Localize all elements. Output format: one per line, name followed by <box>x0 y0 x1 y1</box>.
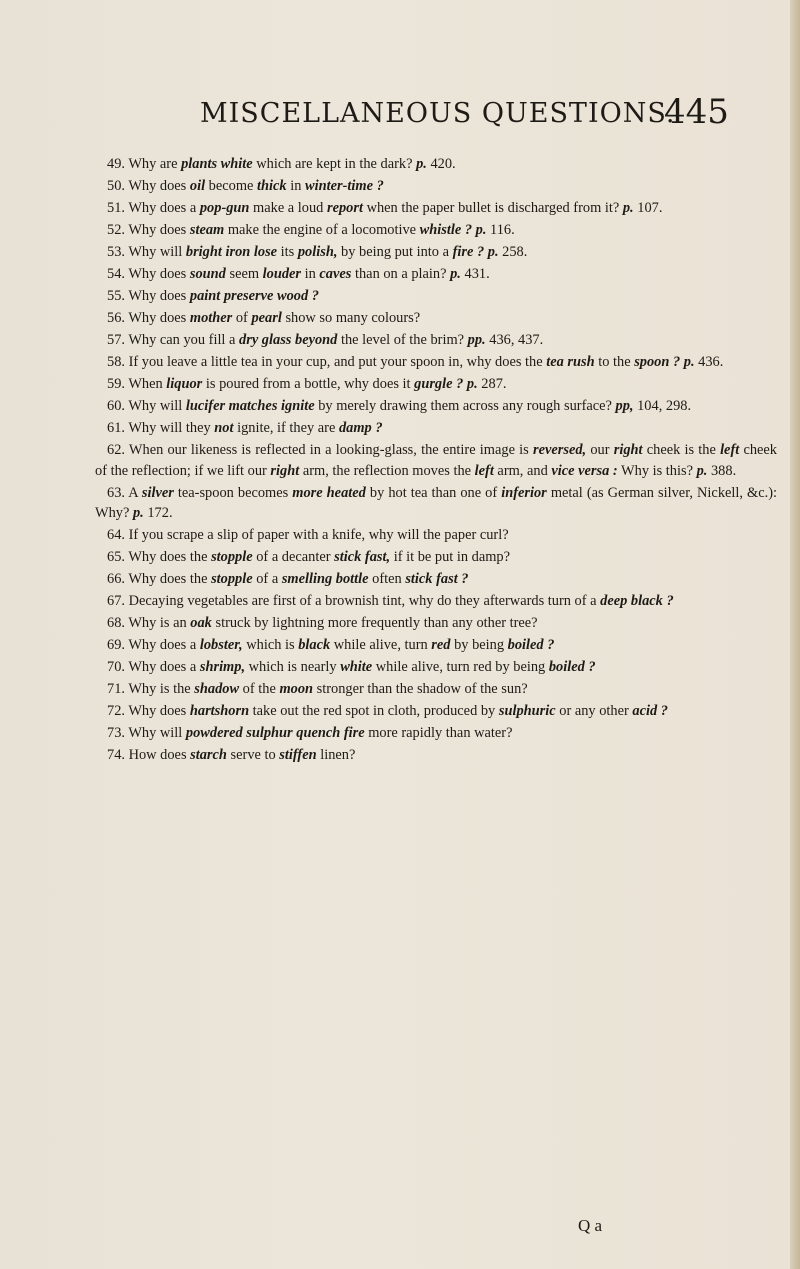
question-emphasis: p. <box>132 505 144 522</box>
question-text: 436. <box>694 354 724 370</box>
question-text: 420. <box>426 156 456 172</box>
question-text: 66. Why does the <box>107 571 212 588</box>
question-text: 51. Why does a <box>107 200 200 216</box>
question-emphasis: pearl <box>251 310 282 326</box>
question-emphasis: report <box>326 200 363 216</box>
question-item <box>95 330 777 351</box>
page-title: MISCELLANEOUS QUESTIONS. <box>200 98 676 129</box>
question-text: cheek of the reflection; if we lift our <box>95 442 778 479</box>
question-emphasis: smelling bottle <box>281 571 369 588</box>
question-text: which is nearly <box>245 659 341 676</box>
question-text: 64. If you scrape a slip of paper with a knife, why will the paper curl? <box>107 527 509 544</box>
question-item <box>95 569 777 590</box>
question-item <box>95 198 777 219</box>
question-text: arm, and <box>493 462 552 479</box>
question-emphasis: stiffen <box>279 747 317 764</box>
question-item <box>95 308 777 329</box>
question-emphasis: plants white <box>181 156 253 172</box>
question-text: 68. Why is an <box>107 615 191 632</box>
question-text: 431. <box>460 266 490 282</box>
question-item <box>95 418 777 439</box>
question-text: 107. <box>633 200 663 216</box>
question-emphasis: damp ? <box>338 420 383 436</box>
question-text: our <box>586 442 614 458</box>
question-emphasis: silver <box>141 484 174 501</box>
question-item <box>95 220 777 241</box>
question-text: 436, 437. <box>485 332 544 348</box>
question-emphasis: whistle ? p. <box>419 222 487 238</box>
question-emphasis: tea rush <box>546 354 595 370</box>
question-text: in <box>286 178 306 194</box>
question-emphasis: inferior <box>501 484 547 501</box>
question-text: cheek is the <box>642 442 721 458</box>
question-emphasis: left <box>474 462 494 479</box>
question-text: its <box>277 244 298 260</box>
question-item <box>95 591 777 612</box>
question-emphasis: right <box>270 462 300 479</box>
question-emphasis: p. <box>696 462 708 479</box>
question-emphasis: oil <box>189 178 206 194</box>
question-emphasis: stick fast ? <box>405 571 469 588</box>
question-text: often <box>368 571 406 588</box>
question-emphasis: p. <box>416 156 427 172</box>
question-emphasis: lobster, <box>199 637 243 654</box>
question-emphasis: pp. <box>467 332 486 348</box>
question-emphasis: starch <box>190 747 227 764</box>
question-text: tea-spoon becomes <box>173 484 293 501</box>
question-list <box>95 154 777 767</box>
question-emphasis: polish, <box>297 244 338 260</box>
question-text: stronger than the shadow of the sun? <box>313 681 528 698</box>
question-text: 71. Why is the <box>107 681 195 698</box>
question-item <box>95 613 777 634</box>
question-text: 74. How does <box>107 747 191 764</box>
question-text: ignite, if they are <box>233 420 339 436</box>
question-item <box>95 679 777 700</box>
question-emphasis: pp, <box>615 398 634 414</box>
question-item <box>95 745 777 766</box>
running-header <box>0 92 800 134</box>
question-emphasis: white <box>340 659 373 676</box>
question-text: 57. Why can you fill a <box>107 332 240 348</box>
question-text: 61. Why will they <box>107 420 215 436</box>
question-text: 49. Why are <box>107 156 182 172</box>
question-text: than on a plain? <box>351 266 451 282</box>
question-item <box>95 657 777 678</box>
question-emphasis: red <box>431 637 451 654</box>
question-text: 65. Why does the <box>107 549 212 566</box>
question-item <box>95 242 777 263</box>
question-emphasis: shrimp, <box>199 659 246 676</box>
question-text: make a loud <box>249 200 327 216</box>
question-emphasis: mother <box>189 310 233 326</box>
question-emphasis: reversed, <box>532 442 587 458</box>
question-text: 52. Why does <box>107 222 190 238</box>
question-item <box>95 701 777 722</box>
question-text: seem <box>225 266 263 282</box>
question-emphasis: pop-gun <box>199 200 250 216</box>
question-item <box>95 286 777 307</box>
question-emphasis: boiled ? <box>548 659 596 676</box>
question-item <box>95 525 777 546</box>
question-item <box>95 154 777 175</box>
question-text: when the paper bullet is discharged from it? <box>362 200 623 216</box>
question-text: 258. <box>498 244 528 260</box>
question-text: 104, 298. <box>633 398 692 414</box>
question-text: to the <box>594 354 635 370</box>
question-text: if it be put in damp? <box>390 549 511 566</box>
question-text: 67. Decaying vegetables are first of a brownish tint, why do they afterwards turn of a <box>107 593 601 610</box>
question-text: 53. Why will <box>107 244 186 260</box>
question-emphasis: winter-time ? <box>305 178 384 194</box>
question-text: by merely drawing them across any rough surface? <box>314 398 616 414</box>
question-emphasis: caves <box>319 266 352 282</box>
question-text: 54. Why does <box>107 266 190 282</box>
question-emphasis: fire ? p. <box>452 244 499 260</box>
question-text: arm, the reflection moves the <box>299 462 475 479</box>
question-emphasis: lucifer matches ignite <box>185 398 315 414</box>
question-emphasis: shadow <box>194 681 240 698</box>
signature-mark: Q a <box>578 1216 603 1235</box>
question-emphasis: vice versa : <box>551 462 618 479</box>
question-text: 56. Why does <box>107 310 190 326</box>
question-text: struck by lightning more frequently than any other tree? <box>211 615 538 632</box>
question-text: 116. <box>486 222 515 238</box>
question-text: serve to <box>226 747 280 764</box>
question-text: 73. Why will <box>107 725 186 742</box>
question-emphasis: gurgle ? p. <box>414 376 478 392</box>
question-emphasis: stopple <box>211 549 253 566</box>
question-emphasis: p. <box>450 266 461 282</box>
question-emphasis: thick <box>257 178 287 194</box>
question-text: of a <box>252 571 282 588</box>
question-text: 69. Why does a <box>107 637 200 654</box>
question-emphasis: p. <box>622 200 634 216</box>
question-text: 63. A <box>107 484 142 501</box>
question-text: linen? <box>316 747 356 764</box>
question-emphasis: louder <box>262 266 302 282</box>
question-emphasis: deep black ? <box>600 593 674 610</box>
question-emphasis: left <box>720 442 740 458</box>
question-text: more rapidly than water? <box>364 725 513 742</box>
question-text: the level of the brim? <box>337 332 468 348</box>
question-text: by being <box>450 637 508 654</box>
question-text: of a decanter <box>252 549 335 566</box>
question-emphasis: stopple <box>211 571 253 588</box>
question-emphasis: more heated <box>292 484 366 501</box>
question-emphasis: sulphuric <box>498 703 556 720</box>
question-item <box>95 723 777 744</box>
question-text: 388. <box>707 462 737 479</box>
question-text: show so many colours? <box>281 310 421 326</box>
question-item <box>95 374 777 395</box>
question-text: 60. Why will <box>107 398 186 414</box>
question-emphasis: powdered sulphur quench fire <box>185 725 365 742</box>
question-text: of <box>232 310 252 326</box>
question-text: 287. <box>477 376 507 392</box>
question-item <box>95 176 777 197</box>
question-text: 59. When <box>107 376 167 392</box>
question-emphasis: liquor <box>166 376 203 392</box>
question-text: take out the red spot in cloth, produced by <box>249 703 499 720</box>
question-text: 62. When our likeness is reflected in a looking-glass, the entire image is <box>107 442 533 458</box>
question-text: metal (as German silver, Nickell, &c.): Why? <box>95 484 777 522</box>
question-emphasis: not <box>214 420 234 436</box>
question-item <box>95 440 777 481</box>
page-edge <box>790 0 800 1269</box>
page-number: 445 <box>664 92 729 132</box>
question-text: while alive, turn red by being <box>372 659 549 676</box>
question-emphasis: hartshorn <box>189 703 250 720</box>
question-text: 58. If you leave a little tea in your cup, and put your spoon in, why does the <box>107 354 547 370</box>
question-item <box>95 264 777 285</box>
question-emphasis: right <box>613 442 643 458</box>
question-item <box>95 635 777 656</box>
question-text: 172. <box>143 505 173 522</box>
question-item <box>95 483 777 524</box>
question-text: or any other <box>555 703 633 720</box>
question-emphasis: sound <box>189 266 226 282</box>
question-text: make the engine of a locomotive <box>224 222 420 238</box>
question-text: Why is this? <box>617 462 697 479</box>
question-emphasis: acid ? <box>632 703 668 720</box>
question-text: while alive, turn <box>330 637 432 654</box>
question-emphasis: paint preserve wood ? <box>189 288 319 304</box>
question-text: 72. Why does <box>107 703 190 720</box>
question-text: become <box>205 178 258 194</box>
question-text: in <box>301 266 320 282</box>
question-text: which is <box>242 637 299 654</box>
question-emphasis: oak <box>190 615 212 632</box>
question-text: by being put into a <box>337 244 453 260</box>
question-item <box>95 547 777 568</box>
question-emphasis: stick fast, <box>334 549 391 566</box>
question-text: by hot tea than one of <box>365 484 502 501</box>
question-emphasis: black <box>298 637 331 654</box>
question-emphasis: moon <box>279 681 314 698</box>
question-text: 70. Why does a <box>107 659 200 676</box>
question-emphasis: steam <box>189 222 225 238</box>
question-item <box>95 396 777 417</box>
question-text: is poured from a bottle, why does it <box>202 376 415 392</box>
question-emphasis: dry glass beyond <box>239 332 338 348</box>
question-emphasis: spoon ? p. <box>634 354 695 370</box>
question-text: 55. Why does <box>107 288 190 304</box>
question-emphasis: boiled ? <box>507 637 555 654</box>
question-item <box>95 352 777 373</box>
question-emphasis: bright iron lose <box>185 244 278 260</box>
question-text: 50. Why does <box>107 178 190 194</box>
question-text: which are kept in the dark? <box>252 156 417 172</box>
question-text: of the <box>239 681 280 698</box>
